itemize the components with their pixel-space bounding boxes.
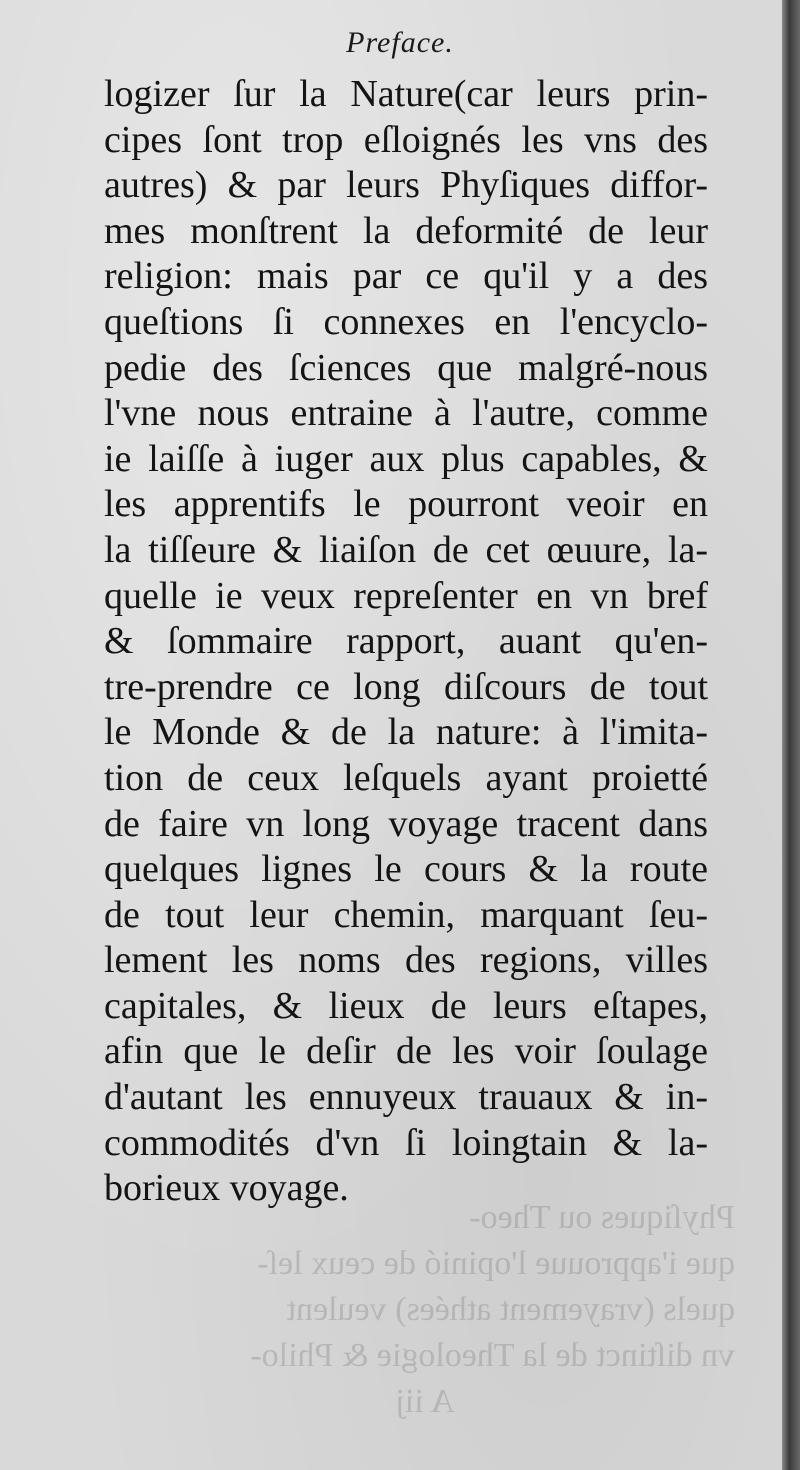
bleed-through-text [115, 1195, 735, 1425]
text-line-last: borieux voyage. [104, 1167, 349, 1210]
bleed-line: vn diſtinct de la Theologie & Philo- [250, 1337, 735, 1374]
text-line: lement les noms des regions, villes [104, 939, 708, 982]
text-line: le Monde & de la nature: à l'imita- [104, 711, 708, 754]
bleed-line: que i'approuue l'opinió de ceux leſ- [257, 1245, 735, 1282]
text-line: afin que le deſir de les voir ſoulage [104, 1030, 708, 1073]
text-line: mes monſtrent la deformité de leur [104, 209, 708, 252]
running-header: Preface. [346, 26, 454, 59]
text-line: cipes ſont trop eſloignés les vns des [104, 118, 708, 161]
bleed-line: Phyſiques ou Theo- [469, 1199, 735, 1236]
bleed-line: A iij [395, 1383, 455, 1420]
text-line: d'autant les ennuyeux trauaux & in- [104, 1076, 708, 1119]
text-line: tre-prendre ce long diſcours de tout [104, 665, 708, 708]
text-line: les apprentifs le pourront veoir en [104, 483, 708, 526]
text-line: autres) & par leurs Phyſiques diffor- [104, 164, 708, 207]
bleed-line: quels (vrayement athées) veulent [286, 1291, 735, 1328]
text-line: de faire vn long voyage tracent dans [104, 802, 708, 845]
text-line: quelle ie veux repreſenter en vn bref [104, 574, 708, 617]
text-line: commodités d'vn ſi loingtain & la- [104, 1121, 708, 1164]
text-line: tion de ceux leſquels ayant proietté [104, 756, 708, 799]
text-line: pedie des ſciences que malgré-nous [104, 346, 708, 389]
text-line: capitales, & lieux de leurs eſtapes, [104, 984, 708, 1027]
text-line: la tiſſeure & liaiſon de cet œuure, la- [104, 528, 708, 571]
page-gutter-edge [782, 0, 800, 1470]
text-line: queſtions ſi connexes en l'encyclo- [104, 300, 708, 343]
text-line: & ſommaire rapport, auant qu'en- [104, 620, 708, 663]
text-line: religion: mais par ce qu'il y a des [104, 255, 708, 298]
text-line: de tout leur chemin, marquant ſeu- [104, 893, 708, 936]
text-line: ie laiſſe à iuger aux plus capables, & [104, 437, 708, 480]
body-text [104, 72, 708, 1212]
text-line: quelques lignes le cours & la route [104, 848, 708, 891]
text-line: l'vne nous entraine à l'autre, comme [104, 392, 708, 435]
text-line: logizer ſur la Nature(car leurs prin- [104, 73, 708, 115]
